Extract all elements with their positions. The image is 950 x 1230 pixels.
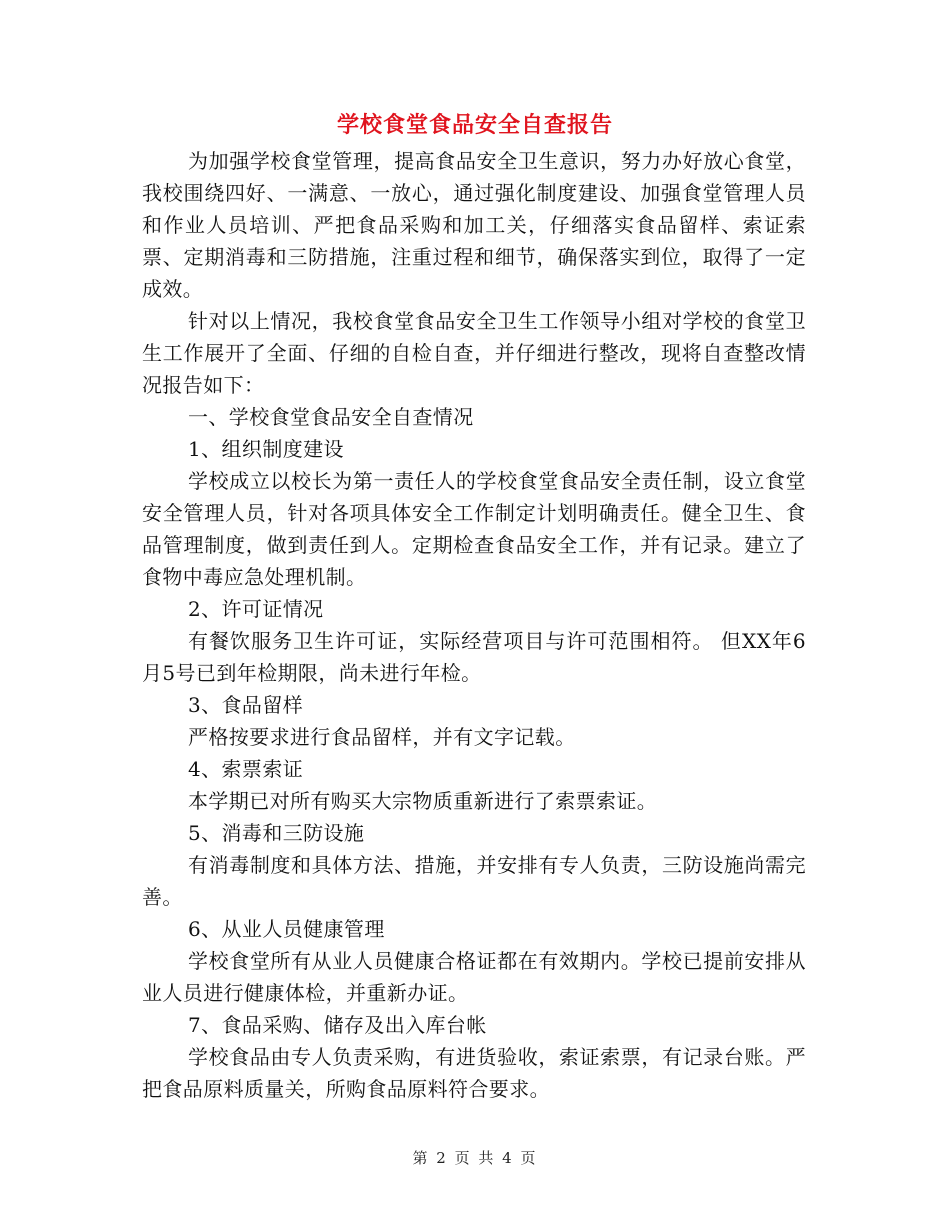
license-paragraph: 有餐饮服务卫生许可证，实际经营项目与许可范围相符。 但XX年6月5号已到年检期限，尚未进行年检。 (142, 629, 806, 685)
subheading-receipts: 4、索票索证 (188, 757, 304, 781)
summary-paragraph: 针对以上情况，我校食堂食品安全卫生工作领导小组对学校的食堂卫生工作展开了全面、仔细的自检自查，并仔细进行整改，现将自查整改情况报告如下： (142, 309, 806, 397)
receipts-paragraph: 本学期已对所有购买大宗物质重新进行了索票索证。 (188, 789, 658, 813)
subheading-health: 6、从业人员健康管理 (188, 917, 385, 941)
page-footer: 第 2 页 共 4 页 (412, 1149, 538, 1167)
procurement-paragraph: 学校食品由专人负责采购，有进货验收，索证索票，有记录台账。严把食品原料质量关，所购食品原料符合要求。 (142, 1045, 806, 1101)
health-paragraph: 学校食堂所有从业人员健康合格证都在有效期内。学校已提前安排从业人员进行健康体检，并重新办证。 (142, 949, 806, 1005)
subheading-sample: 3、食品留样 (188, 693, 304, 717)
subheading-disinfection: 5、消毒和三防设施 (188, 821, 365, 845)
document-body (142, 145, 806, 1105)
subheading-procurement: 7、食品采购、储存及出入库台帐 (188, 1013, 487, 1037)
subheading-license: 2、许可证情况 (188, 597, 324, 621)
intro-paragraph: 为加强学校食堂管理，提高食品安全卫生意识，努力办好放心食堂，我校围绕四好、一满意、一放心，通过强化制度建设、加强食堂管理人员和作业人员培训、严把食品采购和加工关，仔细落实食品留样、索证索票、定期消毒和三防措施，注重过程和细节，确保落实到位，取得了一定成效。 (142, 149, 806, 301)
organization-paragraph: 学校成立以校长为第一责任人的学校食堂食品安全责任制，设立食堂安全管理人员，针对各项具体安全工作制定计划明确责任。健全卫生、食品管理制度，做到责任到人。定期检查食品安全工作，并有记录。建立了食物中毒应急处理机制。 (142, 469, 806, 589)
section-heading-1: 一、学校食堂食品安全自查情况 (188, 405, 474, 429)
disinfection-paragraph: 有消毒制度和具体方法、措施，并安排有专人负责，三防设施尚需完善。 (142, 853, 806, 909)
document-title: 学校食堂食品安全自查报告 (336, 112, 613, 138)
sample-paragraph: 严格按要求进行食品留样，并有文字记载。 (188, 725, 576, 749)
subheading-organization: 1、组织制度建设 (188, 437, 344, 461)
